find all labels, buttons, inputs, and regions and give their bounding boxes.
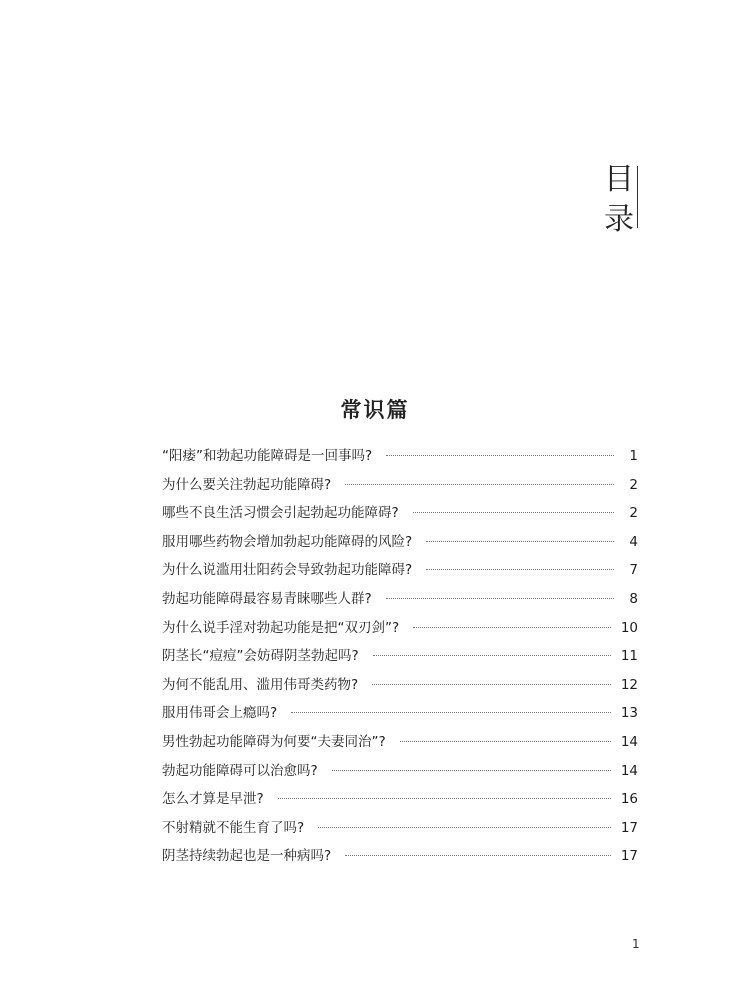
- toc-entry-page: 2: [629, 476, 638, 493]
- toc-entry-page: 11: [620, 648, 638, 665]
- toc-heading-char-2: 录: [604, 202, 634, 237]
- toc-entry-title: 男性勃起功能障碍为何要“夫妻同治”?: [162, 733, 386, 750]
- toc-entry-page: 14: [620, 733, 638, 750]
- dot-leader: [400, 741, 611, 742]
- toc-entry-page: 7: [629, 562, 638, 579]
- toc-entry[interactable]: [162, 587, 638, 616]
- toc-entry[interactable]: [162, 816, 638, 845]
- toc-entry-page: 13: [620, 705, 638, 722]
- toc-entry[interactable]: [162, 759, 638, 788]
- dot-leader: [345, 484, 614, 485]
- toc-entry-page: 14: [620, 762, 638, 779]
- dot-leader: [413, 512, 614, 513]
- toc-entry-title: 为什么说滥用壮阳药会导致勃起功能障碍?: [162, 562, 413, 579]
- toc-entry-title: “阳痿”和勃起功能障碍是一回事吗?: [162, 448, 373, 464]
- dot-leader: [372, 684, 611, 685]
- dot-leader: [373, 655, 611, 656]
- dot-leader: [386, 455, 614, 456]
- toc-entry-title: 阴茎持续勃起也是一种病吗?: [162, 848, 332, 865]
- toc-entry-page: 17: [620, 819, 638, 836]
- toc-heading: [603, 160, 635, 240]
- toc-entry-title: 阴茎长“痘痘”会妨碍阴茎勃起吗?: [162, 648, 359, 665]
- toc-entry-page: 12: [620, 676, 638, 693]
- toc-entry-page: 1: [629, 448, 638, 464]
- toc-entry[interactable]: [162, 558, 638, 587]
- toc-entry-title: 不射精就不能生育了吗?: [162, 819, 305, 836]
- toc-entry[interactable]: [162, 444, 638, 473]
- dot-leader: [278, 798, 611, 799]
- dot-leader: [332, 770, 611, 771]
- toc-entry[interactable]: [162, 530, 638, 559]
- dot-leader: [318, 827, 611, 828]
- toc-entry-title: 服用哪些药物会增加勃起功能障碍的风险?: [162, 533, 413, 550]
- toc-entry[interactable]: [162, 673, 638, 702]
- heading-divider: [637, 166, 638, 228]
- toc-entry-title: 服用伟哥会上瘾吗?: [162, 705, 278, 722]
- toc-entry[interactable]: [162, 473, 638, 502]
- dot-leader: [413, 627, 611, 628]
- toc-entry-page: 2: [629, 505, 638, 522]
- dot-leader: [291, 712, 611, 713]
- toc-entry-page: 16: [620, 791, 638, 808]
- dot-leader: [345, 855, 611, 856]
- toc-entry-page: 17: [620, 848, 638, 865]
- toc-entry[interactable]: [162, 616, 638, 645]
- toc-entry[interactable]: [162, 501, 638, 530]
- dot-leader: [426, 569, 614, 570]
- toc-entry-title: 勃起功能障碍可以治愈吗?: [162, 762, 318, 779]
- toc-entry-title: 为何不能乱用、滥用伟哥类药物?: [162, 676, 359, 693]
- toc-entry[interactable]: [162, 787, 638, 816]
- dot-leader: [386, 598, 614, 599]
- toc-entry[interactable]: [162, 730, 638, 759]
- toc-entry[interactable]: [162, 644, 638, 673]
- toc-entry-title: 为什么说手淫对勃起功能是把“双刃剑”?: [162, 619, 400, 636]
- toc-heading-char-1: 目: [604, 162, 634, 197]
- section-title: 常识篇: [340, 398, 410, 422]
- toc-entry-title: 怎么才算是早泄?: [162, 791, 264, 808]
- dot-leader: [426, 541, 614, 542]
- toc-entry-page: 8: [629, 590, 638, 607]
- toc-entry-page: 10: [620, 619, 638, 636]
- toc-list: [162, 444, 638, 873]
- toc-entry[interactable]: [162, 701, 638, 730]
- toc-entry-page: 4: [629, 533, 638, 550]
- toc-entry[interactable]: [162, 844, 638, 873]
- toc-entry-title: 为什么要关注勃起功能障碍?: [162, 476, 332, 493]
- toc-entry-title: 勃起功能障碍最容易青睐哪些人群?: [162, 590, 372, 607]
- page-number: 1: [632, 937, 640, 951]
- toc-entry-title: 哪些不良生活习惯会引起勃起功能障碍?: [162, 505, 399, 522]
